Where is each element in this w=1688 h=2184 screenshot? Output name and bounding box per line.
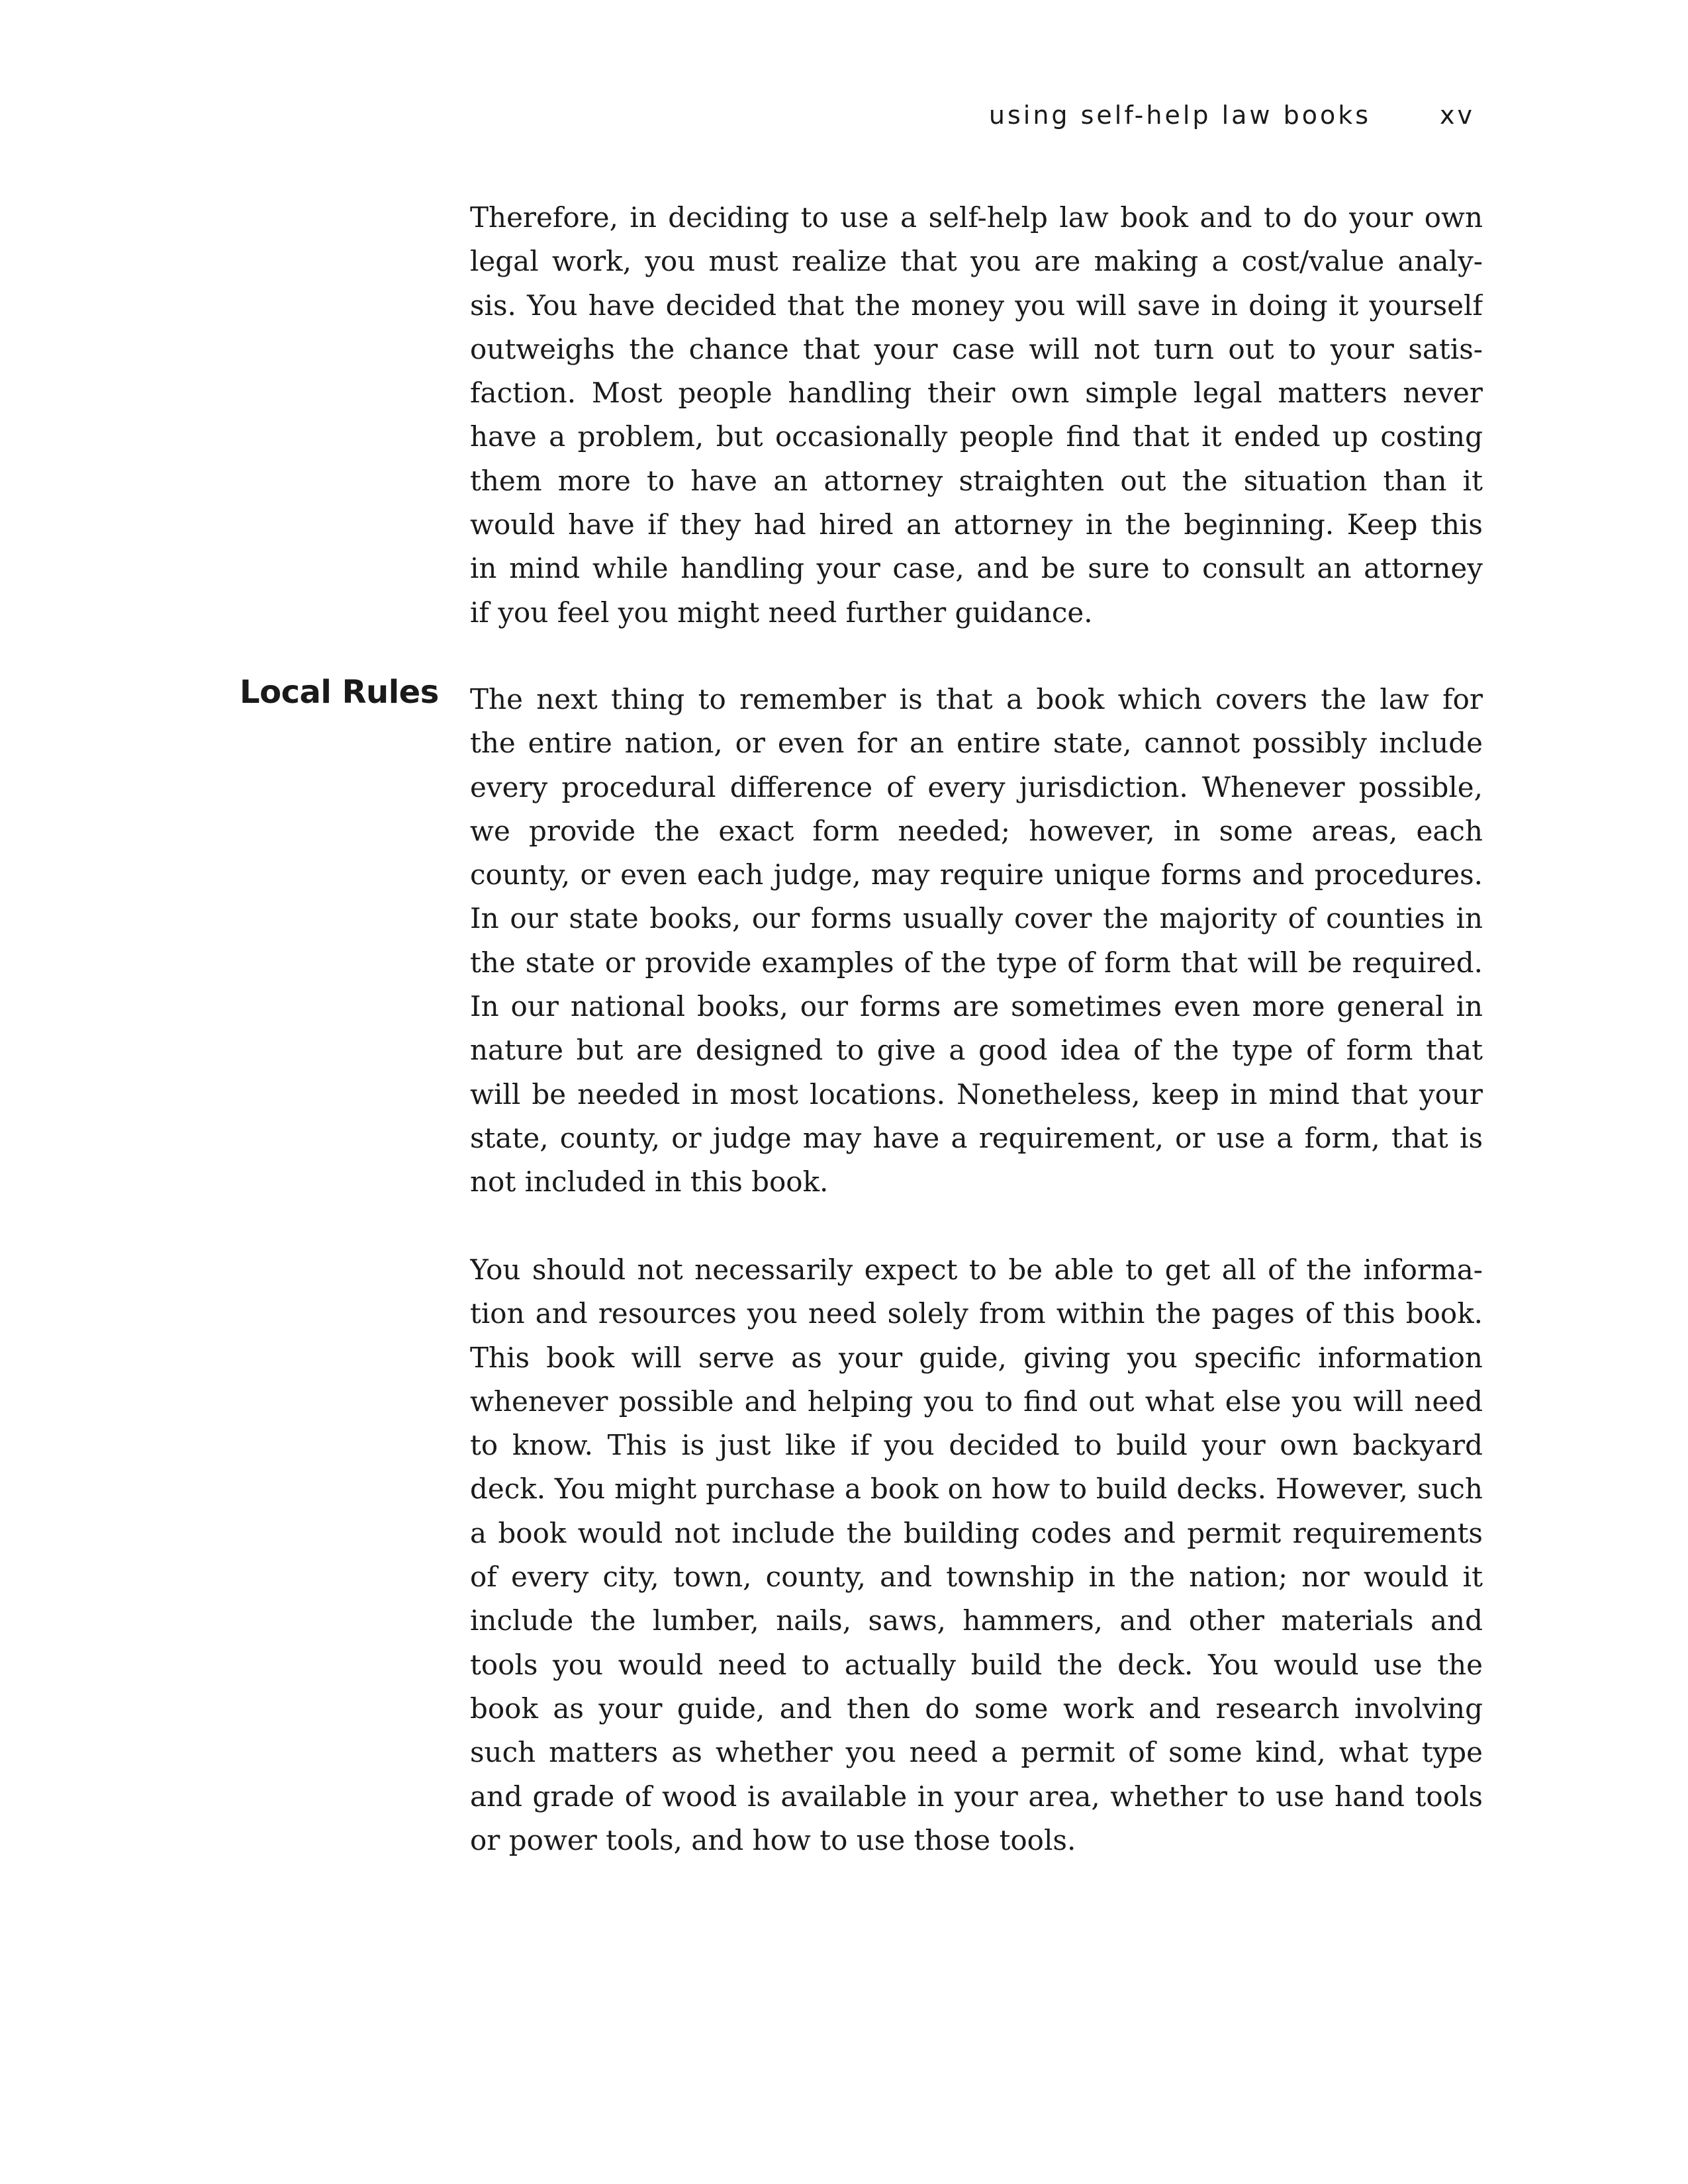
text-line: In our national books, our forms are sometimes even more general in: [470, 990, 1483, 1023]
text-line: Therefore, in deciding to use a self-help law book and to do your own: [470, 201, 1483, 234]
text-line: the entire nation, or even for an entire state, cannot possibly include: [470, 727, 1483, 760]
text-line: nature but are designed to give a good idea of the type of form that: [470, 1034, 1483, 1067]
text-line: The next thing to remember is that a book which covers the law for: [470, 683, 1483, 715]
text-line: we provide the exact form needed; however, in some areas, each: [470, 814, 1483, 847]
text-line: not included in this book.: [470, 1165, 829, 1199]
paragraph-cost-value: [470, 196, 1483, 635]
text-line: state, county, or judge may have a requirement, or use a form, that is: [470, 1121, 1483, 1154]
text-line: tools you would need to actually build the deck. You would use the: [470, 1648, 1483, 1681]
text-line: would have if they had hired an attorney in the beginning. Keep this: [470, 508, 1483, 541]
text-line: if you feel you might need further guidance.: [470, 596, 1093, 629]
text-line: You should not necessarily expect to be able to get all of the informa-: [470, 1253, 1483, 1286]
section-heading-local-rules: Local Rules: [240, 674, 439, 711]
text-line: include the lumber, nails, saws, hammers, and other materials and: [470, 1604, 1483, 1637]
text-line: or power tools, and how to use those tools.: [470, 1823, 1076, 1856]
text-line: county, or even each judge, may require unique forms and procedures.: [470, 858, 1483, 891]
text-line: the state or provide examples of the type of form that will be required.: [470, 946, 1483, 979]
text-line: deck. You might purchase a book on how to build decks. However, such: [470, 1473, 1483, 1506]
text-line: a book would not include the building codes and permit requirements: [470, 1516, 1483, 1549]
text-line: every procedural difference of every jurisdiction. Whenever possible,: [470, 770, 1483, 803]
text-line: whenever possible and helping you to find out what else you will need: [470, 1385, 1483, 1418]
running-title: using self-help law books: [988, 101, 1372, 130]
text-line: of every city, town, county, and township in the nation; nor would it: [470, 1561, 1483, 1594]
text-line: This book will serve as your guide, giving you specific information: [470, 1341, 1483, 1374]
running-head: [989, 101, 1475, 130]
page-number: xv: [1440, 101, 1475, 130]
text-line: them more to have an attorney straighten out the situation than it: [470, 464, 1483, 497]
text-line: sis. You have decided that the money you will save in doing it yourself: [470, 289, 1483, 322]
text-line: and grade of wood is available in your area, whether to use hand tools: [470, 1780, 1483, 1813]
text-line: outweighs the chance that your case will not turn out to your satis-: [470, 332, 1483, 365]
text-line: book as your guide, and then do some work and research involving: [470, 1692, 1483, 1725]
paragraph-local-rules: [470, 678, 1483, 1205]
paragraph-book-as-guide: [470, 1248, 1483, 1862]
text-line: have a problem, but occasionally people find that it ended up costing: [470, 420, 1483, 453]
text-line: will be needed in most locations. Nonetheless, keep in mind that your: [470, 1077, 1483, 1111]
text-line: legal work, you must realize that you are making a cost/value analy-: [470, 245, 1483, 278]
text-line: In our state books, our forms usually cover the majority of counties in: [470, 902, 1483, 935]
text-line: such matters as whether you need a permit of some kind, what type: [470, 1736, 1483, 1769]
text-line: tion and resources you need solely from within the pages of this book.: [470, 1297, 1483, 1330]
text-line: to know. This is just like if you decided to build your own backyard: [470, 1429, 1483, 1462]
text-line: in mind while handling your case, and be sure to consult an attorney: [470, 552, 1483, 585]
text-line: faction. Most people handling their own simple legal matters never: [470, 377, 1483, 410]
